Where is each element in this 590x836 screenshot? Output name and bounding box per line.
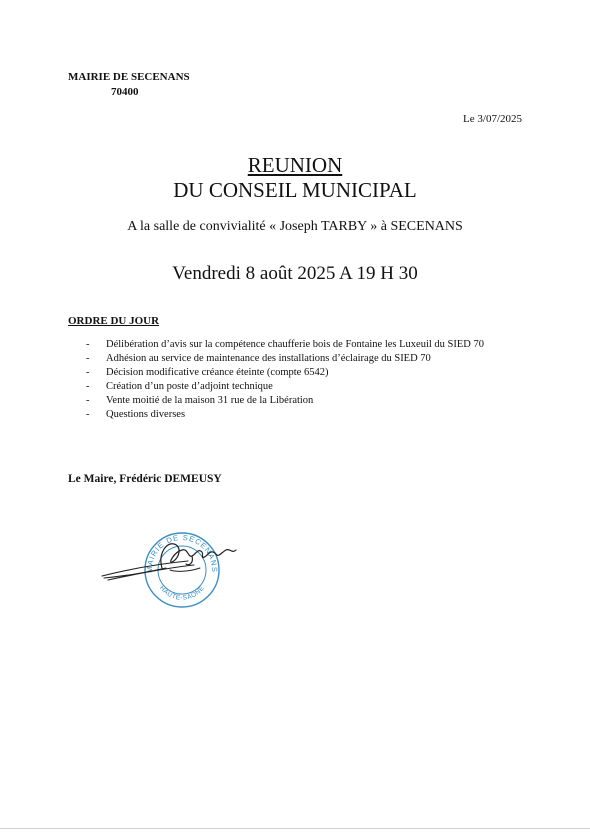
agenda-item-text: Vente moitié de la maison 31 rue de la Libération <box>106 395 314 406</box>
agenda-item <box>86 380 526 394</box>
bullet-dash: - <box>86 395 90 406</box>
mairie-stamp-signature <box>96 528 246 612</box>
agenda-item-text: Délibération d’avis sur la compétence chaufferie bois de Fontaine les Luxeuil du SIED 70 <box>106 339 484 350</box>
title-line-2: DU CONSEIL MUNICIPAL <box>173 178 417 202</box>
agenda-item-text: Création d’un poste d’adjoint technique <box>106 381 273 392</box>
mairie-postcode: 70400 <box>111 86 139 98</box>
agenda-item <box>86 352 526 366</box>
bullet-dash: - <box>86 353 90 364</box>
title-line-1: REUNION <box>247 153 343 177</box>
agenda-item <box>86 366 526 380</box>
bullet-dash: - <box>86 367 90 378</box>
document-date: Le 3/07/2025 <box>463 113 522 125</box>
meeting-venue: A la salle de convivialité « Joseph TARBY » à SECENANS <box>127 219 463 234</box>
agenda-title: ORDRE DU JOUR <box>68 315 160 327</box>
agenda-list <box>86 338 526 422</box>
svg-text:HAUTE-SAÔNE: HAUTE-SAÔNE <box>157 584 207 602</box>
svg-text:MAIRIE DE SECENANS: MAIRIE DE SECENANS <box>144 532 220 573</box>
meeting-datetime: Vendredi 8 août 2025 A 19 H 30 <box>172 263 418 284</box>
page-title <box>0 153 590 203</box>
agenda-item-text: Questions diverses <box>106 409 186 420</box>
agenda-item <box>86 394 526 408</box>
agenda-item <box>86 408 526 422</box>
signatory: Le Maire, Frédéric DEMEUSY <box>68 473 222 485</box>
agenda-item <box>86 338 526 352</box>
bullet-dash: - <box>86 409 90 420</box>
bullet-dash: - <box>86 381 90 392</box>
agenda-item-text: Décision modificative créance éteinte (compte 6542) <box>106 367 329 378</box>
page-bottom-edge <box>0 828 590 829</box>
mairie-name: MAIRIE DE SECENANS <box>68 71 190 83</box>
agenda-item-text: Adhésion au service de maintenance des installations d’éclairage du SIED 70 <box>106 353 431 364</box>
bullet-dash: - <box>86 339 90 350</box>
mairie-header <box>68 70 190 100</box>
